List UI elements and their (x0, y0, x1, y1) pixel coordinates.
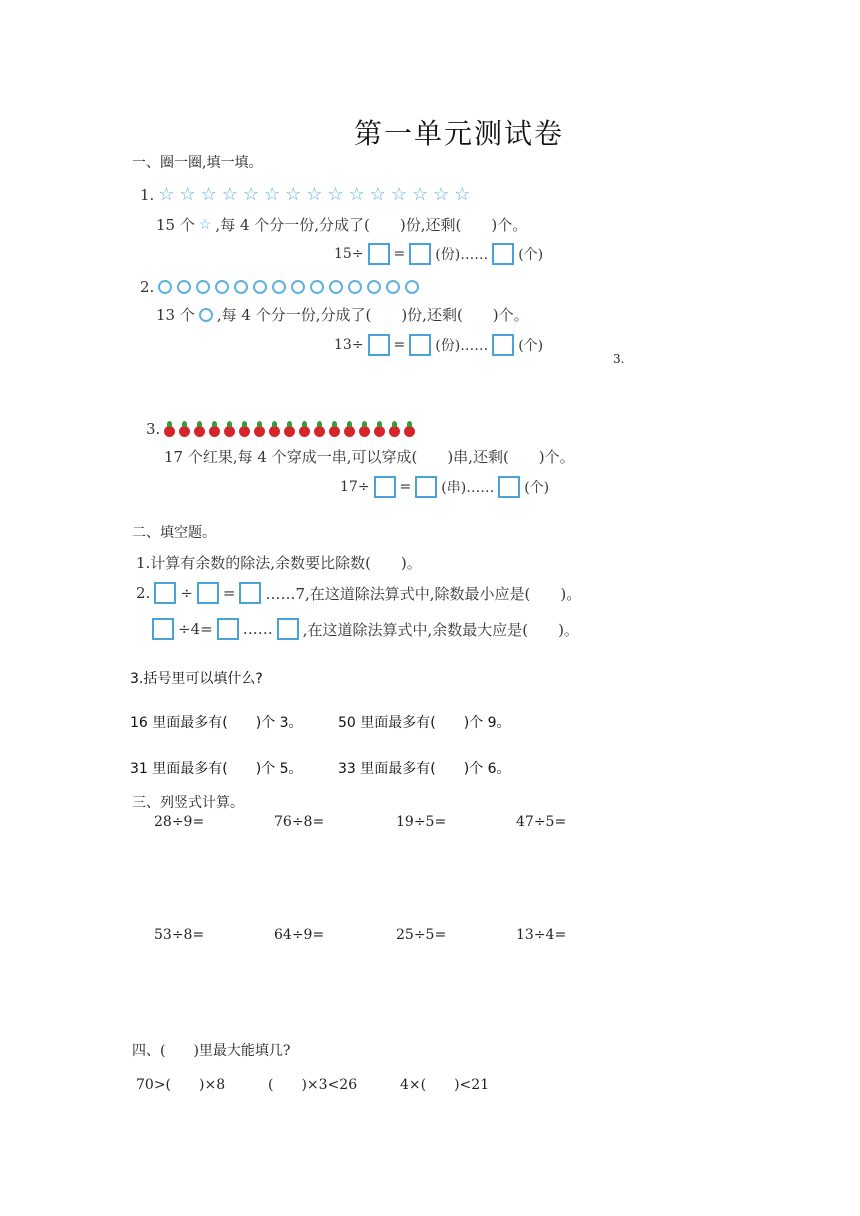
answer-box[interactable] (217, 618, 239, 640)
problem3-equation (340, 476, 549, 498)
answer-box[interactable] (368, 334, 390, 356)
circle-icon (196, 280, 210, 294)
star-icon: ☆ (412, 184, 429, 205)
problem1-text (156, 214, 527, 235)
circle-icon (158, 280, 172, 294)
red-berry-icon (389, 426, 400, 437)
red-berry-icon (164, 426, 175, 437)
star-icon: ☆ (306, 184, 323, 205)
eq-equals: = (399, 479, 412, 495)
eq-equals: = (393, 337, 406, 353)
fill-question-2 (136, 582, 581, 604)
problem3-text: 17 个红果,每 4 个穿成一串,可以穿成( )串,还剩( )个。 (164, 448, 575, 466)
circle-icon (329, 280, 343, 294)
eq-unit-remainder: (个) (518, 247, 544, 263)
star-icon: ☆ (348, 184, 365, 205)
star-icon: ☆ (390, 184, 407, 205)
circle-icon (310, 280, 324, 294)
red-berry-icon-group (164, 426, 415, 437)
star-icon: ☆ (198, 216, 212, 233)
answer-box[interactable] (498, 476, 520, 498)
answer-box[interactable] (415, 476, 437, 498)
answer-box[interactable] (409, 334, 431, 356)
red-berry-icon (194, 426, 205, 437)
problem1-text-b: ,每 4 个分一份,分成了( )份,还剩( )个。 (215, 216, 528, 234)
answer-box[interactable] (152, 618, 174, 640)
section3-heading: 三、列竖式计算。 (132, 795, 244, 811)
answer-box[interactable] (197, 582, 219, 604)
fill-max-item: 70>( )×8 (136, 1077, 226, 1093)
circle-icon (367, 280, 381, 294)
star-icon: ☆ (158, 184, 175, 205)
red-berry-icon (404, 426, 415, 437)
circle-icon (215, 280, 229, 294)
red-berry-icon (254, 426, 265, 437)
circle-icon (291, 280, 305, 294)
problem2-icons-row (140, 278, 419, 296)
red-berry-icon (179, 426, 190, 437)
q3-item-4: 33 里面最多有( )个 6。 (338, 761, 511, 777)
answer-box[interactable] (492, 334, 514, 356)
circle-icon (177, 280, 191, 294)
circle-icon (348, 280, 362, 294)
answer-box[interactable] (154, 582, 176, 604)
q3-item-3: 31 里面最多有( )个 5。 (130, 761, 303, 777)
problem1-number: 1. (140, 186, 155, 204)
circle-icon (405, 280, 419, 294)
calc-item: 19÷5= (396, 814, 447, 830)
star-icon: ☆ (200, 184, 217, 205)
calc-item: 13÷4= (516, 927, 567, 943)
red-berry-icon (224, 426, 235, 437)
calc-item: 28÷9= (154, 814, 205, 830)
problem1-equation (334, 243, 543, 265)
q2-number: 2. (136, 584, 151, 602)
q2-divide-sign: ÷ (180, 584, 193, 602)
circle-icon (199, 308, 213, 322)
red-berry-icon (359, 426, 370, 437)
calc-item: 53÷8= (154, 927, 205, 943)
star-icon: ☆ (369, 184, 386, 205)
red-berry-icon (329, 426, 340, 437)
problem1-text-a: 15 个 (156, 216, 195, 234)
q3-item-2: 50 里面最多有( )个 9。 (338, 715, 511, 731)
eq-equals: = (393, 246, 406, 262)
section1-heading: 一、圈一圈,填一填。 (132, 155, 263, 171)
circle-icon (234, 280, 248, 294)
eq-unit-quotient: (串)…… (441, 480, 495, 496)
red-berry-icon (209, 426, 220, 437)
section4-heading: 四、( )里最大能填几? (132, 1043, 291, 1059)
eq-unit-remainder: (个) (524, 480, 550, 496)
calc-item: 76÷8= (274, 814, 325, 830)
circle-icon (272, 280, 286, 294)
stray-label: 3. (613, 352, 625, 366)
problem3-number: 3. (146, 420, 161, 438)
problem2-equation (334, 334, 543, 356)
eq-unit-quotient: (份)…… (435, 338, 489, 354)
eq-dividend: 15÷ (334, 246, 364, 262)
q2-text: ……7,在这道除法算式中,除数最小应是( )。 (265, 584, 582, 603)
red-berry-icon (239, 426, 250, 437)
q2-equals: = (222, 584, 236, 602)
eq-dividend: 17÷ (340, 479, 370, 495)
problem2-text (156, 304, 529, 325)
circle-icon (386, 280, 400, 294)
fill-question-2b (152, 618, 579, 640)
star-icon: ☆ (454, 184, 471, 205)
q2b-ellipsis: …… (242, 620, 273, 638)
red-berry-icon (284, 426, 295, 437)
red-berry-icon (344, 426, 355, 437)
eq-unit-quotient: (份)…… (435, 247, 489, 263)
red-berry-icon (314, 426, 325, 437)
q2b-divide: ÷4= (178, 620, 213, 638)
section2-heading: 二、填空题。 (132, 525, 216, 541)
page-title: 第一单元测试卷 (354, 117, 565, 150)
red-berry-icon (269, 426, 280, 437)
calc-item: 64÷9= (274, 927, 325, 943)
problem1-icons-row (140, 186, 470, 204)
answer-box[interactable] (492, 243, 514, 265)
star-icon: ☆ (264, 184, 281, 205)
red-berry-icon (374, 426, 385, 437)
fill-max-item: 4×( )<21 (400, 1077, 490, 1093)
star-icon: ☆ (221, 184, 238, 205)
star-icon: ☆ (179, 184, 196, 205)
star-icon: ☆ (327, 184, 344, 205)
answer-box[interactable] (374, 476, 396, 498)
star-icon: ☆ (242, 184, 260, 205)
answer-box[interactable] (239, 582, 261, 604)
circle-icon (253, 280, 267, 294)
answer-box[interactable] (277, 618, 299, 640)
problem2-number: 2. (140, 278, 155, 296)
calc-item: 47÷5= (516, 814, 567, 830)
eq-dividend: 13÷ (334, 337, 364, 353)
q2b-text: ,在这道除法算式中,余数最大应是( )。 (302, 620, 579, 639)
problem2-text-a: 13 个 (156, 306, 195, 324)
fill-question-3: 3.括号里可以填什么? (130, 671, 263, 687)
red-berry-icon (299, 426, 310, 437)
star-icon: ☆ (433, 184, 450, 205)
q3-item-1: 16 里面最多有( )个 3。 (130, 715, 303, 731)
circle-icon-group (158, 280, 419, 294)
fill-question-1: 1.计算有余数的除法,余数要比除数( )。 (136, 554, 422, 572)
calc-item: 25÷5= (396, 927, 447, 943)
fill-max-item: ( )×3<26 (268, 1077, 358, 1093)
problem2-text-b: ,每 4 个分一份,分成了( )份,还剩( )个。 (216, 306, 529, 324)
eq-unit-remainder: (个) (518, 338, 544, 354)
problem3-icons-row (146, 420, 415, 438)
answer-box[interactable] (368, 243, 390, 265)
star-icon: ☆ (285, 184, 302, 205)
star-icon-group (158, 186, 470, 204)
answer-box[interactable] (409, 243, 431, 265)
